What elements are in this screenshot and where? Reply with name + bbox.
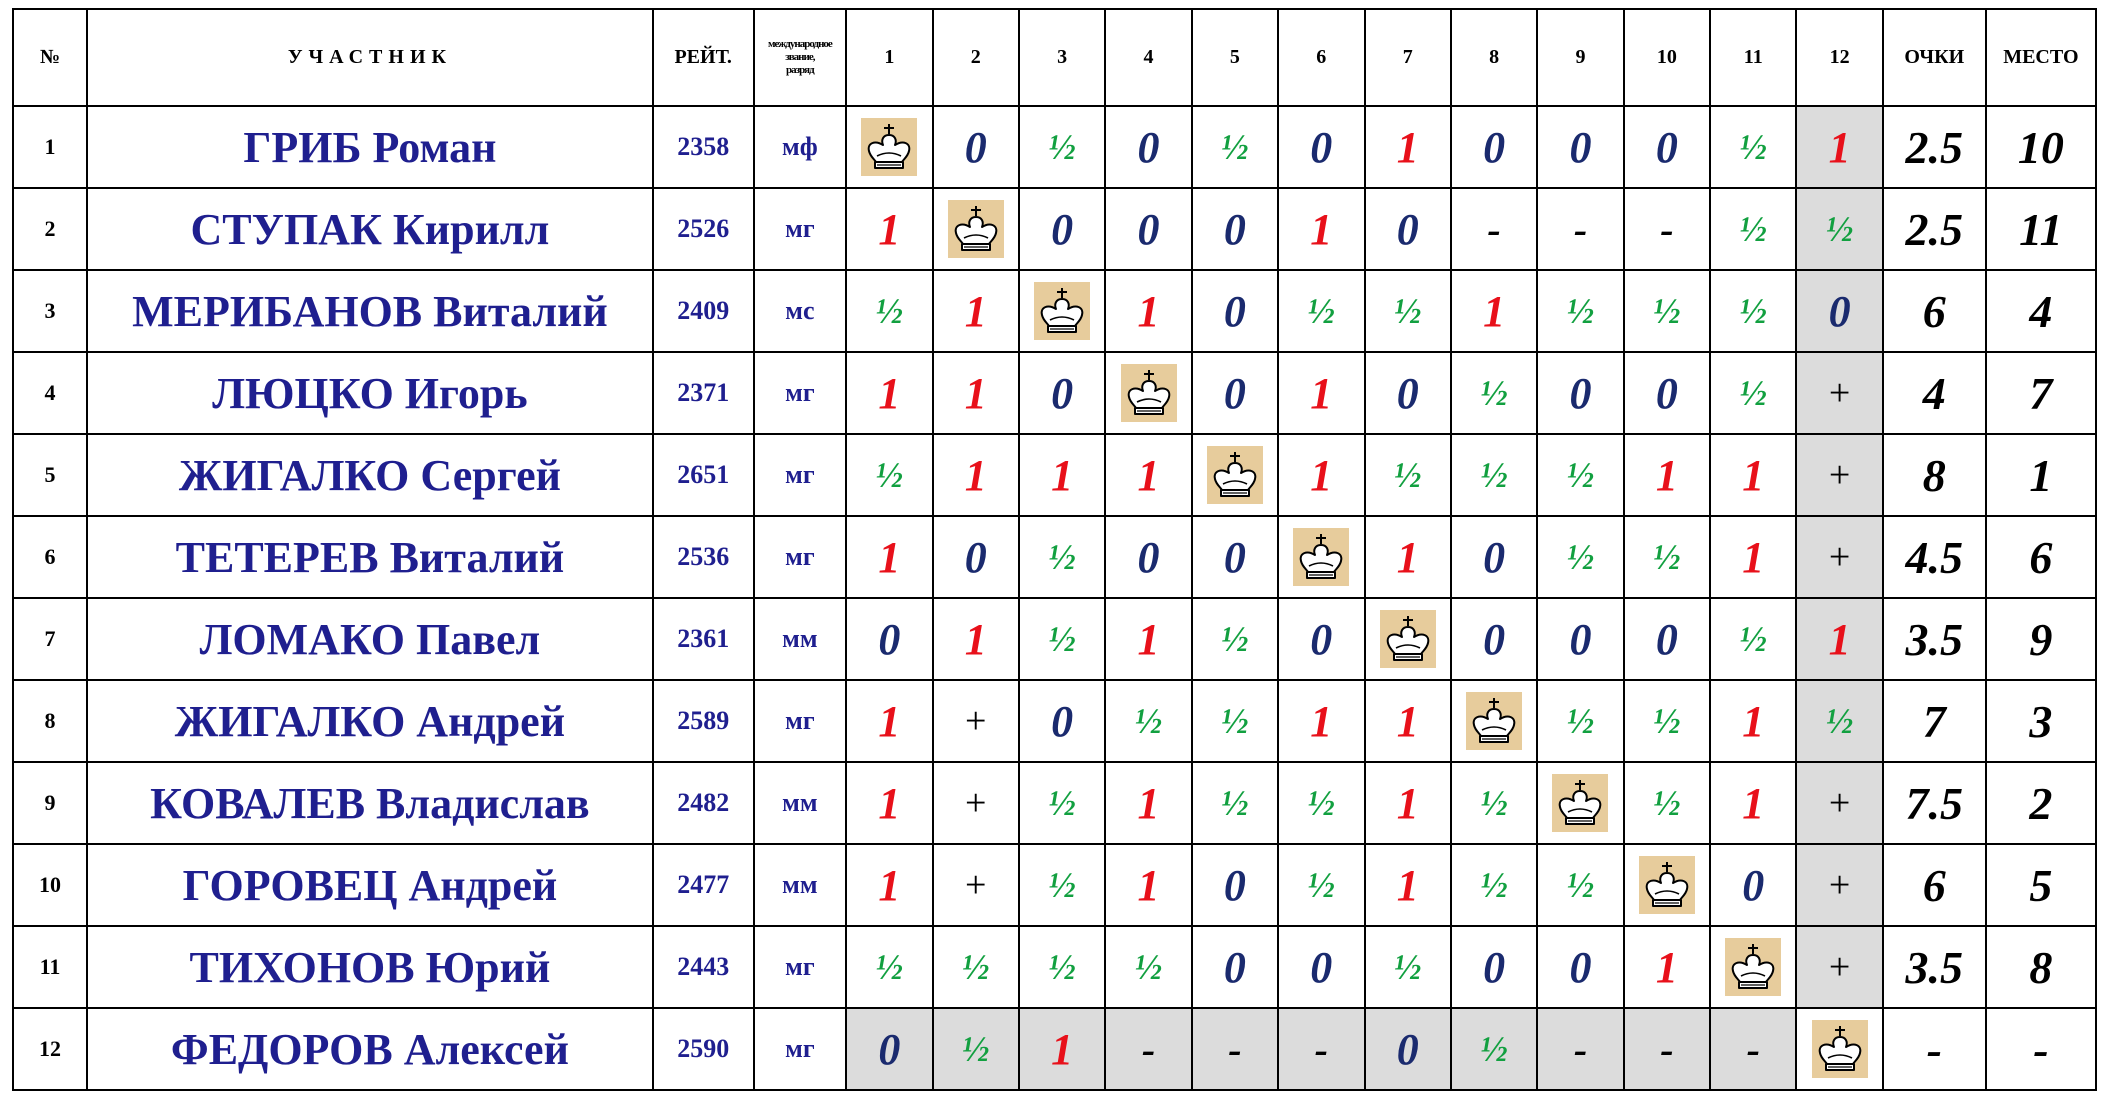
player-rating: 2526 <box>653 188 754 270</box>
game-result: 1 <box>1278 680 1364 762</box>
player-row <box>13 106 2096 188</box>
game-result: ½ <box>1537 516 1623 598</box>
game-result: + <box>1796 926 1882 1008</box>
game-result: 1 <box>1710 762 1796 844</box>
player-row <box>13 352 2096 434</box>
player-points: 7.5 <box>1883 762 1986 844</box>
game-result: 0 <box>1365 1008 1451 1090</box>
game-result: 1 <box>1105 434 1191 516</box>
player-rating: 2443 <box>653 926 754 1008</box>
player-title: мф <box>754 106 847 188</box>
game-result: 1 <box>1365 844 1451 926</box>
king-piece-icon <box>1639 856 1695 914</box>
player-row <box>13 270 2096 352</box>
header-round-12: 12 <box>1796 9 1882 106</box>
game-result: + <box>933 762 1019 844</box>
player-rows <box>13 106 2096 1090</box>
game-result: ½ <box>846 270 932 352</box>
player-points: 4 <box>1883 352 1986 434</box>
game-result: - <box>1192 1008 1278 1090</box>
header-title-line-3: разряд <box>786 64 814 76</box>
player-place: 10 <box>1986 106 2096 188</box>
game-result: 1 <box>933 434 1019 516</box>
game-result: 0 <box>1710 844 1796 926</box>
game-result: 0 <box>1278 598 1364 680</box>
game-result: 1 <box>933 270 1019 352</box>
game-result: 1 <box>846 762 932 844</box>
game-result: ½ <box>1105 680 1191 762</box>
player-place: 11 <box>1986 188 2096 270</box>
game-result: ½ <box>1537 270 1623 352</box>
header-place: МЕСТО <box>1986 9 2096 106</box>
player-row <box>13 1008 2096 1090</box>
player-title: мг <box>754 188 847 270</box>
player-name: СТУПАК Кирилл <box>87 188 653 270</box>
player-name: ТИХОНОВ Юрий <box>87 926 653 1008</box>
king-piece-icon <box>1034 282 1090 340</box>
game-result: 0 <box>1451 106 1537 188</box>
player-title: мг <box>754 352 847 434</box>
player-row <box>13 188 2096 270</box>
game-result: 0 <box>1451 598 1537 680</box>
game-result: 0 <box>1451 516 1537 598</box>
game-result: ½ <box>1365 926 1451 1008</box>
game-result: ½ <box>1451 1008 1537 1090</box>
king-piece-icon <box>1121 364 1177 422</box>
game-result: ½ <box>1624 680 1710 762</box>
game-result: ½ <box>1796 680 1882 762</box>
game-result: 1 <box>846 188 932 270</box>
game-result: 0 <box>1537 352 1623 434</box>
player-title: мм <box>754 762 847 844</box>
game-result: 0 <box>1192 270 1278 352</box>
game-result: 0 <box>1192 516 1278 598</box>
game-result: 1 <box>1624 926 1710 1008</box>
player-rating: 2409 <box>653 270 754 352</box>
king-piece-icon <box>1207 446 1263 504</box>
game-result: ½ <box>933 926 1019 1008</box>
game-result: 1 <box>1019 1008 1105 1090</box>
game-result: 1 <box>1105 844 1191 926</box>
game-result: ½ <box>1451 352 1537 434</box>
player-title: мм <box>754 598 847 680</box>
game-result: ½ <box>1537 844 1623 926</box>
game-result: 0 <box>1192 844 1278 926</box>
player-number: 8 <box>13 680 87 762</box>
game-result: ½ <box>1105 926 1191 1008</box>
player-number: 2 <box>13 188 87 270</box>
game-result: ½ <box>1365 270 1451 352</box>
game-result: + <box>1796 516 1882 598</box>
game-result: 0 <box>1019 352 1105 434</box>
game-result: 0 <box>1192 188 1278 270</box>
game-result: 1 <box>1278 188 1364 270</box>
self-cell <box>933 188 1019 270</box>
game-result: ½ <box>1710 598 1796 680</box>
player-rating: 2589 <box>653 680 754 762</box>
king-piece-icon <box>1552 774 1608 832</box>
game-result: 0 <box>1537 598 1623 680</box>
game-result: 1 <box>1278 352 1364 434</box>
game-result: ½ <box>1192 680 1278 762</box>
game-result: 0 <box>1192 926 1278 1008</box>
player-rating: 2477 <box>653 844 754 926</box>
player-number: 10 <box>13 844 87 926</box>
player-name: ГОРОВЕЦ Андрей <box>87 844 653 926</box>
player-place: 8 <box>1986 926 2096 1008</box>
player-row <box>13 926 2096 1008</box>
game-result: - <box>1624 188 1710 270</box>
game-result: ½ <box>846 926 932 1008</box>
player-place: 3 <box>1986 680 2096 762</box>
player-title: мг <box>754 516 847 598</box>
player-name: ЖИГАЛКО Андрей <box>87 680 653 762</box>
player-row <box>13 516 2096 598</box>
player-place: 7 <box>1986 352 2096 434</box>
game-result: ½ <box>1624 270 1710 352</box>
header-round-2: 2 <box>933 9 1019 106</box>
player-title: мг <box>754 926 847 1008</box>
game-result: 1 <box>1796 598 1882 680</box>
game-result: ½ <box>1710 188 1796 270</box>
game-result: - <box>1710 1008 1796 1090</box>
header-row <box>13 9 2096 106</box>
game-result: ½ <box>1278 762 1364 844</box>
self-cell <box>1451 680 1537 762</box>
player-row <box>13 844 2096 926</box>
game-result: - <box>1537 188 1623 270</box>
game-result: 0 <box>933 516 1019 598</box>
game-result: 1 <box>1365 762 1451 844</box>
game-result: - <box>1451 188 1537 270</box>
game-result: ½ <box>1451 434 1537 516</box>
self-cell <box>1624 844 1710 926</box>
game-result: 0 <box>1796 270 1882 352</box>
game-result: + <box>933 844 1019 926</box>
player-points: 4.5 <box>1883 516 1986 598</box>
player-row <box>13 598 2096 680</box>
game-result: - <box>1537 1008 1623 1090</box>
game-result: 0 <box>846 1008 932 1090</box>
player-name: ЛОМАКО Павел <box>87 598 653 680</box>
header-title-line-1: международное <box>767 38 832 50</box>
header-round-6: 6 <box>1278 9 1364 106</box>
king-piece-icon <box>1380 610 1436 668</box>
header-round-8: 8 <box>1451 9 1537 106</box>
game-result: 0 <box>846 598 932 680</box>
game-result: 1 <box>1710 434 1796 516</box>
header-num: № <box>13 9 87 106</box>
header-rating: РЕЙТ. <box>653 9 754 106</box>
game-result: ½ <box>1019 926 1105 1008</box>
self-cell <box>1192 434 1278 516</box>
game-result: ½ <box>1278 270 1364 352</box>
game-result: 1 <box>933 598 1019 680</box>
player-number: 1 <box>13 106 87 188</box>
player-number: 11 <box>13 926 87 1008</box>
game-result: - <box>1278 1008 1364 1090</box>
king-piece-icon <box>1466 692 1522 750</box>
game-result: 1 <box>846 352 932 434</box>
header-round-10: 10 <box>1624 9 1710 106</box>
game-result: ½ <box>1278 844 1364 926</box>
game-result: 0 <box>1019 188 1105 270</box>
game-result: ½ <box>1019 844 1105 926</box>
player-points: 2.5 <box>1883 188 1986 270</box>
game-result: 1 <box>1796 106 1882 188</box>
game-result: 0 <box>1278 106 1364 188</box>
header-title <box>754 9 847 106</box>
player-row <box>13 762 2096 844</box>
player-name: ФЕДОРОВ Алексей <box>87 1008 653 1090</box>
game-result: 1 <box>846 516 932 598</box>
game-result: + <box>1796 844 1882 926</box>
header-points: ОЧКИ <box>1883 9 1986 106</box>
game-result: + <box>1796 434 1882 516</box>
game-result: 1 <box>1451 270 1537 352</box>
king-piece-icon <box>1725 938 1781 996</box>
game-result: 0 <box>1624 598 1710 680</box>
game-result: 0 <box>1365 188 1451 270</box>
game-result: ½ <box>1192 598 1278 680</box>
player-number: 3 <box>13 270 87 352</box>
player-points: 2.5 <box>1883 106 1986 188</box>
game-result: 0 <box>1624 352 1710 434</box>
game-result: 0 <box>1105 188 1191 270</box>
game-result: 0 <box>1105 516 1191 598</box>
player-number: 12 <box>13 1008 87 1090</box>
player-points: - <box>1883 1008 1986 1090</box>
player-points: 3.5 <box>1883 598 1986 680</box>
game-result: 1 <box>1365 106 1451 188</box>
player-points: 6 <box>1883 270 1986 352</box>
game-result: ½ <box>1365 434 1451 516</box>
game-result: 1 <box>1105 598 1191 680</box>
king-piece-icon <box>1293 528 1349 586</box>
player-number: 6 <box>13 516 87 598</box>
game-result: 0 <box>1192 352 1278 434</box>
self-cell <box>1365 598 1451 680</box>
player-row <box>13 434 2096 516</box>
player-number: 5 <box>13 434 87 516</box>
game-result: 1 <box>1019 434 1105 516</box>
game-result: 1 <box>1365 680 1451 762</box>
player-points: 6 <box>1883 844 1986 926</box>
game-result: ½ <box>1019 598 1105 680</box>
game-result: ½ <box>933 1008 1019 1090</box>
game-result: 1 <box>1710 516 1796 598</box>
game-result: 1 <box>1365 516 1451 598</box>
game-result: 1 <box>1278 434 1364 516</box>
game-result: ½ <box>1796 188 1882 270</box>
player-rating: 2358 <box>653 106 754 188</box>
game-result: 1 <box>1105 762 1191 844</box>
game-result: ½ <box>1624 762 1710 844</box>
player-title: мс <box>754 270 847 352</box>
self-cell <box>1019 270 1105 352</box>
game-result: ½ <box>1710 106 1796 188</box>
self-cell <box>1105 352 1191 434</box>
player-number: 4 <box>13 352 87 434</box>
player-name: ТЕТЕРЕВ Виталий <box>87 516 653 598</box>
game-result: 1 <box>1624 434 1710 516</box>
game-result: 1 <box>933 352 1019 434</box>
player-place: 2 <box>1986 762 2096 844</box>
self-cell <box>1796 1008 1882 1090</box>
game-result: ½ <box>1624 516 1710 598</box>
header-round-4: 4 <box>1105 9 1191 106</box>
header-round-11: 11 <box>1710 9 1796 106</box>
game-result: 1 <box>846 680 932 762</box>
header-title-line-2: звание, <box>785 51 815 63</box>
header-round-9: 9 <box>1537 9 1623 106</box>
player-points: 8 <box>1883 434 1986 516</box>
player-rating: 2371 <box>653 352 754 434</box>
player-number: 9 <box>13 762 87 844</box>
player-name: ЛЮЦКО Игорь <box>87 352 653 434</box>
self-cell <box>1278 516 1364 598</box>
player-name: КОВАЛЕВ Владислав <box>87 762 653 844</box>
game-result: ½ <box>1710 270 1796 352</box>
player-place: 1 <box>1986 434 2096 516</box>
player-rating: 2361 <box>653 598 754 680</box>
header-round-3: 3 <box>1019 9 1105 106</box>
player-title: мм <box>754 844 847 926</box>
player-title: мг <box>754 1008 847 1090</box>
player-rating: 2536 <box>653 516 754 598</box>
game-result: 0 <box>1451 926 1537 1008</box>
player-title: мг <box>754 680 847 762</box>
game-result: + <box>1796 762 1882 844</box>
game-result: 1 <box>846 844 932 926</box>
game-result: 0 <box>1019 680 1105 762</box>
game-result: 0 <box>1365 352 1451 434</box>
tournament-crosstable <box>12 8 2097 1091</box>
game-result: 0 <box>933 106 1019 188</box>
game-result: 0 <box>1105 106 1191 188</box>
game-result: 1 <box>1105 270 1191 352</box>
player-place: 5 <box>1986 844 2096 926</box>
player-points: 3.5 <box>1883 926 1986 1008</box>
game-result: - <box>1624 1008 1710 1090</box>
player-rating: 2482 <box>653 762 754 844</box>
king-piece-icon <box>1812 1020 1868 1078</box>
player-rating: 2651 <box>653 434 754 516</box>
player-place: 4 <box>1986 270 2096 352</box>
header-round-7: 7 <box>1365 9 1451 106</box>
header-participant: УЧАСТНИК <box>87 9 653 106</box>
player-name: ЖИГАЛКО Сергей <box>87 434 653 516</box>
player-row <box>13 680 2096 762</box>
self-cell <box>846 106 932 188</box>
player-rating: 2590 <box>653 1008 754 1090</box>
game-result: ½ <box>846 434 932 516</box>
game-result: 1 <box>1710 680 1796 762</box>
self-cell <box>1537 762 1623 844</box>
game-result: ½ <box>1537 434 1623 516</box>
game-result: ½ <box>1537 680 1623 762</box>
king-piece-icon <box>948 200 1004 258</box>
game-result: 0 <box>1537 926 1623 1008</box>
player-number: 7 <box>13 598 87 680</box>
player-place: 6 <box>1986 516 2096 598</box>
game-result: ½ <box>1019 762 1105 844</box>
game-result: ½ <box>1451 844 1537 926</box>
game-result: ½ <box>1451 762 1537 844</box>
game-result: 0 <box>1278 926 1364 1008</box>
self-cell <box>1710 926 1796 1008</box>
game-result: - <box>1105 1008 1191 1090</box>
header-round-5: 5 <box>1192 9 1278 106</box>
player-name: МЕРИБАНОВ Виталий <box>87 270 653 352</box>
game-result: ½ <box>1019 106 1105 188</box>
game-result: + <box>1796 352 1882 434</box>
player-title: мг <box>754 434 847 516</box>
player-place: 9 <box>1986 598 2096 680</box>
game-result: 0 <box>1537 106 1623 188</box>
player-points: 7 <box>1883 680 1986 762</box>
game-result: ½ <box>1192 106 1278 188</box>
game-result: ½ <box>1019 516 1105 598</box>
header-round-1: 1 <box>846 9 932 106</box>
game-result: ½ <box>1192 762 1278 844</box>
player-place: - <box>1986 1008 2096 1090</box>
game-result: ½ <box>1710 352 1796 434</box>
player-name: ГРИБ Роман <box>87 106 653 188</box>
king-piece-icon <box>861 118 917 176</box>
game-result: 0 <box>1624 106 1710 188</box>
game-result: + <box>933 680 1019 762</box>
